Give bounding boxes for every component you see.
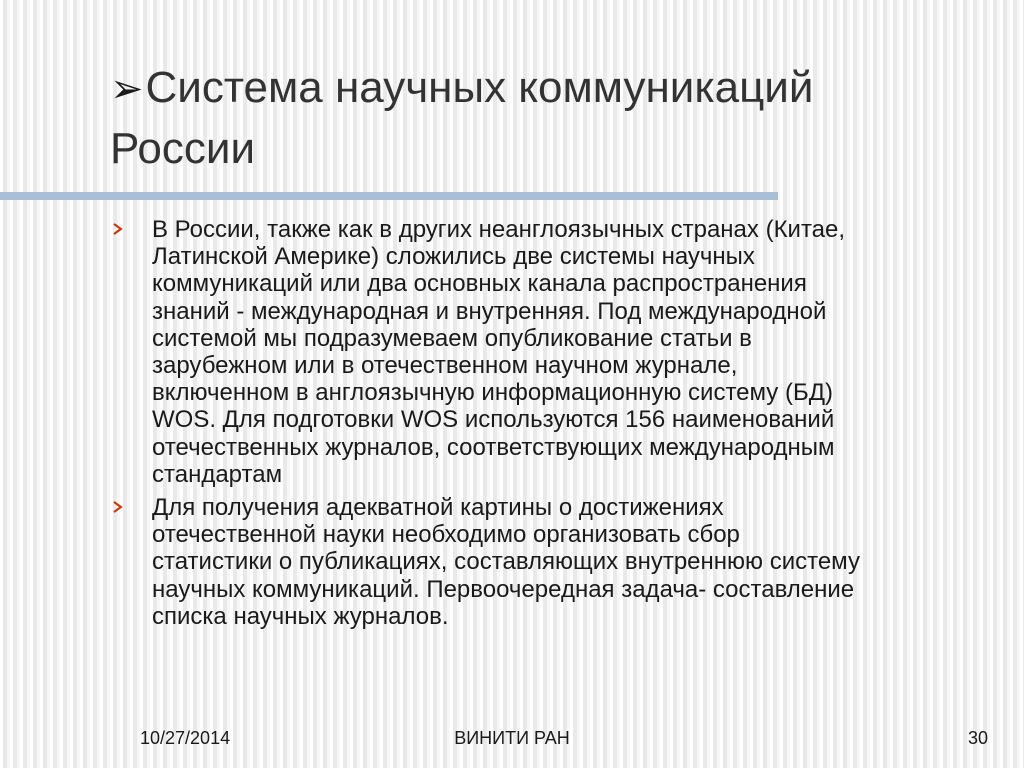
arrow-bullet-icon: ➢ xyxy=(110,67,144,111)
bullet-text: В России, также как в других неанглоязычных странах (Китае, Латинской Америке) сложились две системы научных коммуникаций или два основных канала распространения знаний - международная и внутренняя. Под международной системой мы подразумеваем опубликование статьи в зарубежном или в отечественном научном журнале, включенном в англоязычную информационную систему (БД) WOS. Для подготовки WOS используются 156 наименований отечественных журналов, соответствующих международным стандартам xyxy=(152,216,846,488)
slide-title xyxy=(110,58,990,179)
chevron-bullet-icon xyxy=(112,500,124,514)
slide-title-text: Система научных коммуникаций России xyxy=(110,63,814,173)
title-divider xyxy=(0,192,778,200)
footer-date: 10/27/2014 xyxy=(140,728,231,748)
footer-page-number: 30 xyxy=(967,728,988,748)
bullet-item xyxy=(110,216,1000,488)
footer-organization: ВИНИТИ РАН xyxy=(454,728,570,748)
bullet-item xyxy=(110,494,1000,630)
chevron-bullet-icon xyxy=(112,222,124,236)
bullet-list xyxy=(110,216,1000,636)
bullet-text: Для получения адекватной картины о достижениях отечественной науки необходимо организовать сбор статистики о публикациях, составляющих внутреннюю систему научных коммуникаций. Первоочередная задача- составление списка научных журналов. xyxy=(152,494,860,630)
